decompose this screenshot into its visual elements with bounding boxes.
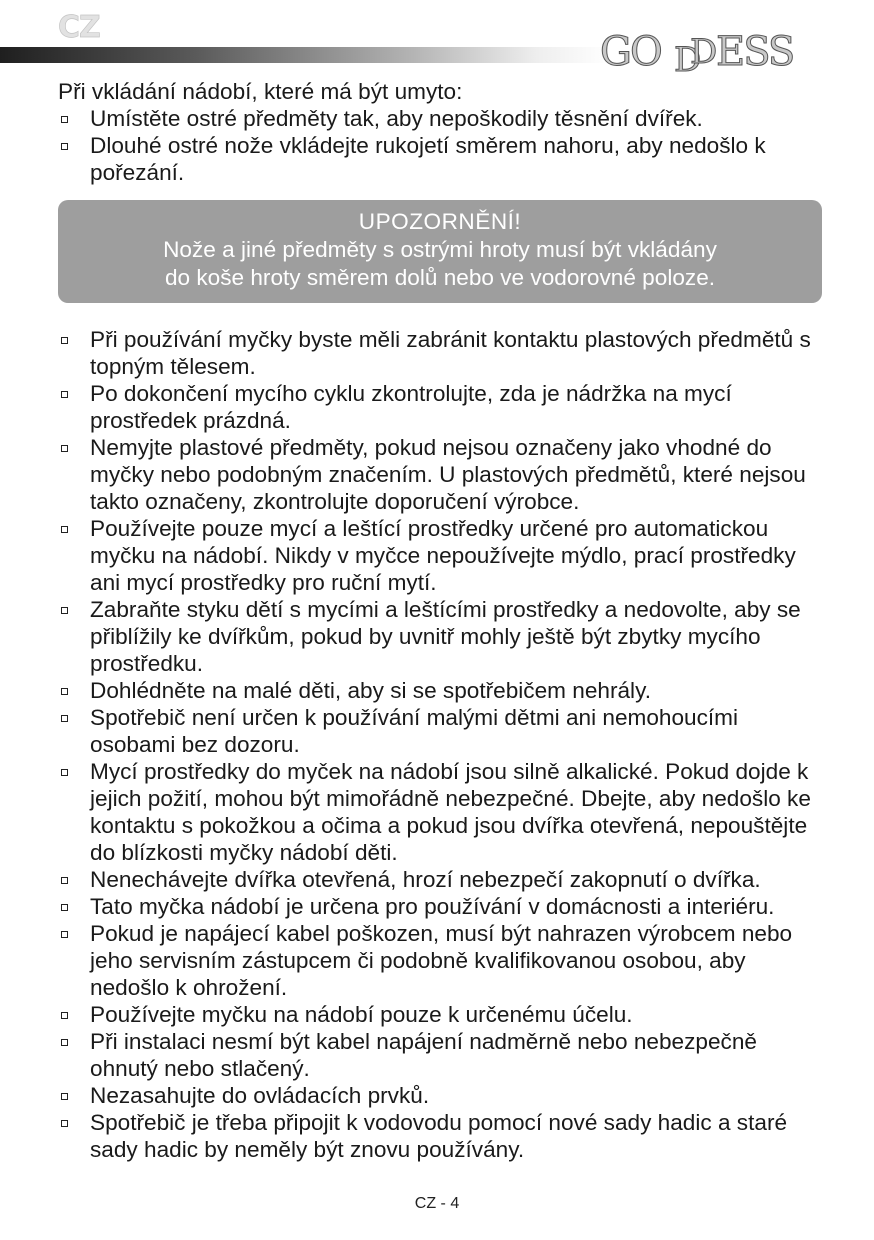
list-item: Používejte pouze mycí a leštící prostředky určené pro automatickou myčku na nádobí. Nikdy v myčce nepoužívejte mýdlo, prací prostředky ani mycí prostředky pro ruční mytí.: [58, 515, 822, 596]
list-item: Dlouhé ostré nože vkládejte rukojetí směrem nahoru, aby nedošlo k pořezání.: [58, 132, 822, 186]
svg-text:GO: GO: [600, 29, 661, 75]
list-item: Při používání myčky byste měli zabránit kontaktu plastových předmětů s topným tělesem.: [58, 326, 822, 380]
list-item: Při instalaci nesmí být kabel napájení nadměrně nebo nebezpečně ohnutý nebo stlačený.: [58, 1028, 822, 1082]
list-item: Používejte myčku na nádobí pouze k určenému účelu.: [58, 1001, 822, 1028]
list-item: Mycí prostředky do myček na nádobí jsou silně alkalické. Pokud dojde k jejich požití, mohou být mimořádně nebezpečné. Dbejte, aby nedošlo ke kontaktu s pokožkou a očima a pokud jsou dvířka otevřená, nepouštějte do blízkosti myčky nádobí děti.: [58, 758, 822, 866]
warning-line: do koše hroty směrem dolů nebo ve vodorovné poloze.: [164, 265, 716, 290]
list-item: Nezasahujte do ovládacích prvků.: [58, 1082, 822, 1109]
list-item: Po dokončení mycího cyklu zkontrolujte, zda je nádržka na mycí prostředek prázdná.: [58, 380, 822, 434]
bullet-square-icon: [61, 1093, 68, 1100]
bullet-square-icon: [61, 607, 68, 614]
list-item: Spotřebič není určen k používání malými dětmi ani nemohoucími osobami bez dozoru.: [58, 704, 822, 758]
svg-text:ESS: ESS: [716, 29, 794, 75]
list-item: Tato myčka nádobí je určena pro používání v domácnosti a interiéru.: [58, 893, 822, 920]
list-item: Dohlédněte na malé děti, aby si se spotřebičem nehrály.: [58, 677, 822, 704]
bullet-square-icon: [61, 143, 68, 150]
bullet-square-icon: [61, 769, 68, 776]
bullet-square-icon: [61, 1120, 68, 1127]
bullet-square-icon: [61, 931, 68, 938]
list-item: Umístěte ostré předměty tak, aby nepoškodily těsnění dvířek.: [58, 105, 822, 132]
list-item: Nemyjte plastové předměty, pokud nejsou označeny jako vhodné do myčky nebo podobným značením. U plastových předmětů, které nejsou takto označeny, zkontrolujte doporučení výrobce.: [58, 434, 822, 515]
svg-text:D: D: [674, 40, 700, 79]
bullet-square-icon: [61, 1039, 68, 1046]
bullet-square-icon: [61, 116, 68, 123]
list-item: Nenechávejte dvířka otevřená, hrozí nebezpečí zakopnutí o dvířka.: [58, 866, 822, 893]
svg-text:D: D: [690, 32, 716, 72]
bullet-square-icon: [61, 904, 68, 911]
warning-title: UPOZORNĚNÍ!: [358, 209, 522, 234]
list-item: Zabraňte styku dětí s mycími a leštícími prostředky a nedovolte, aby se přiblížily ke dvířkům, pokud by uvnitř mohly ještě být zbytky mycího prostředku.: [58, 596, 822, 677]
safety-list: [58, 326, 822, 1163]
warning-line: Nože a jiné předměty s ostrými hroty musí být vkládány: [163, 237, 717, 262]
warning-box: [58, 200, 822, 303]
bullet-square-icon: [61, 391, 68, 398]
list-item: Pokud je napájecí kabel poškozen, musí být nahrazen výrobcem nebo jeho servisním zástupcem či podobně kvalifikovanou osobou, aby nedošlo k ohrožení.: [58, 920, 822, 1001]
bullet-square-icon: [61, 877, 68, 884]
bullet-square-icon: [61, 715, 68, 722]
bullet-square-icon: [61, 688, 68, 695]
brand-logo: [598, 27, 818, 79]
page-number: CZ - 4: [414, 1195, 460, 1212]
bullet-square-icon: [61, 445, 68, 452]
page-content: [58, 78, 822, 1163]
language-code: CZ: [58, 10, 100, 45]
bullet-square-icon: [61, 1012, 68, 1019]
bullet-square-icon: [61, 526, 68, 533]
bullet-square-icon: [61, 337, 68, 344]
list-item: Spotřebič je třeba připojit k vodovodu pomocí nové sady hadic a staré sady hadic by neměly být znovu používány.: [58, 1109, 822, 1163]
intro-text: Při vkládání nádobí, které má být umyto:: [58, 79, 463, 104]
header-gradient-bar: [0, 47, 610, 63]
goddess-logo-graphic: [598, 27, 818, 79]
intro-list: [58, 105, 822, 186]
